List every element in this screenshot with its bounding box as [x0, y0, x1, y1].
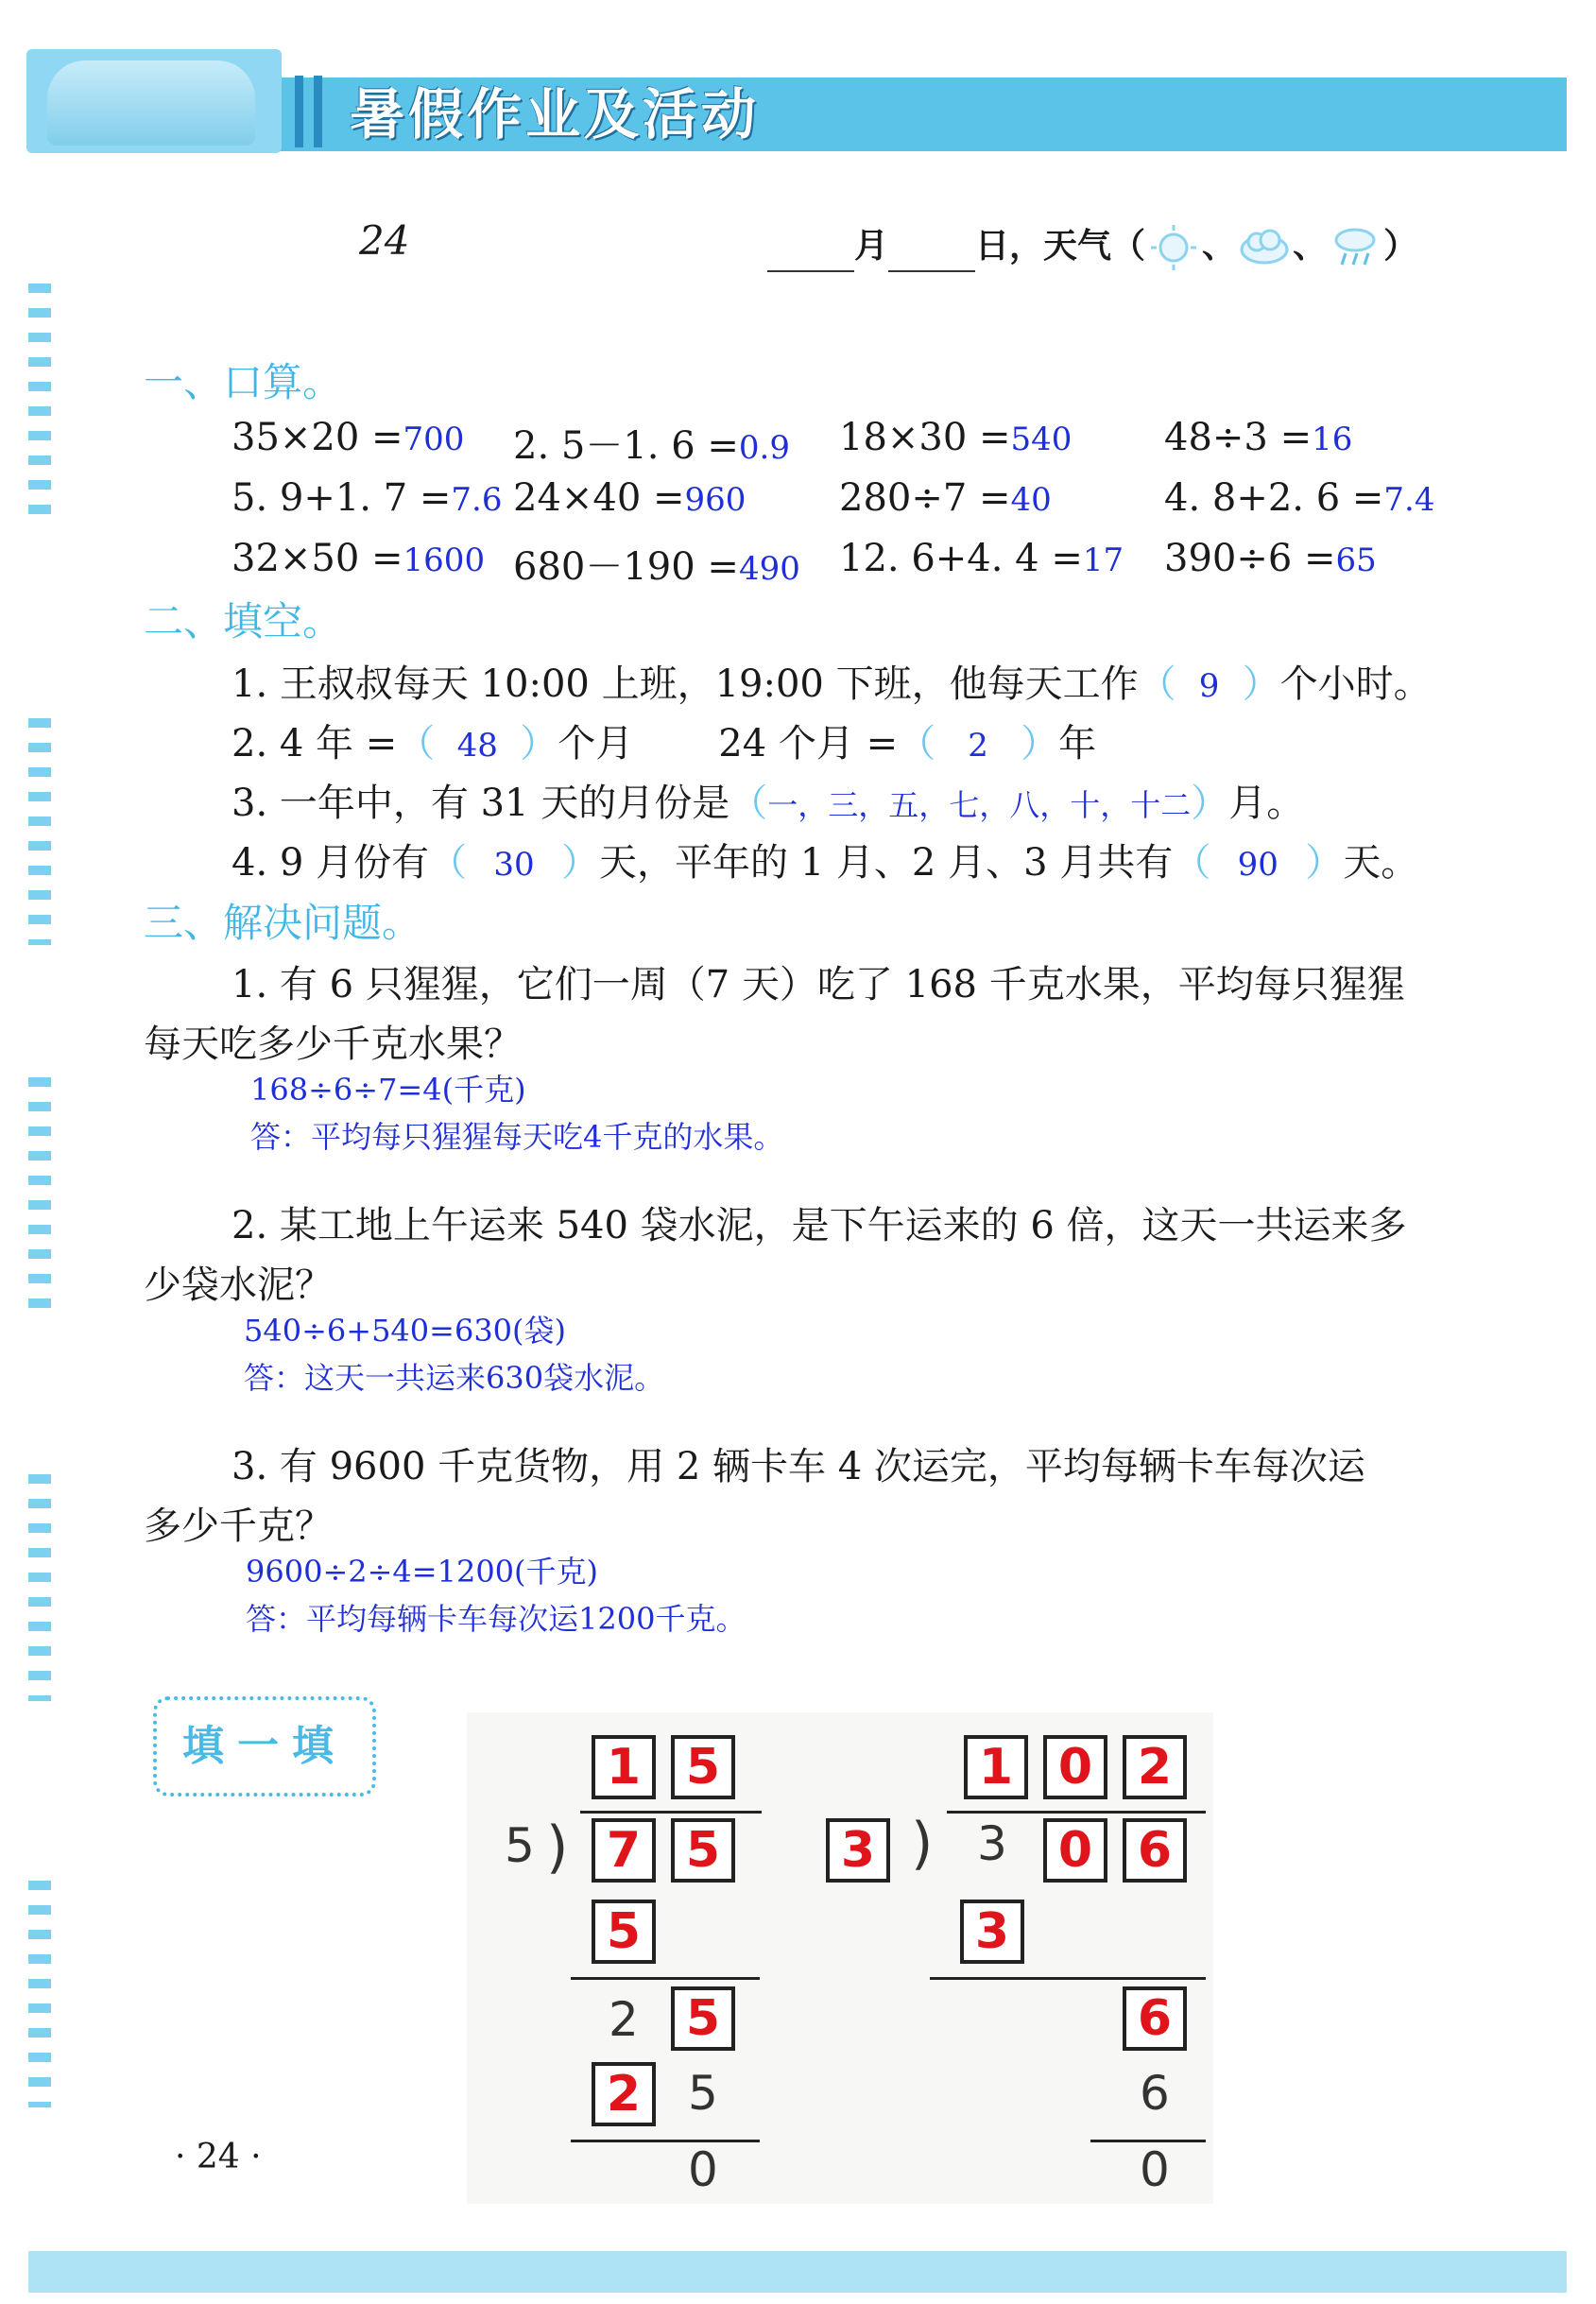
section-3-title: 三、解决问题。	[144, 900, 422, 946]
mental-math-item	[839, 476, 1052, 520]
answer: 65	[1335, 542, 1377, 579]
margin-stripe	[28, 284, 51, 520]
mental-math-item	[232, 537, 485, 580]
mental-math-item	[232, 416, 464, 459]
answer: 30	[493, 846, 535, 884]
fill-question-2: 2. 4 年 =（ 48 ）个月 24 个月 =（ 2 ）年	[232, 722, 1097, 765]
mental-math-item	[513, 416, 790, 470]
header-divider	[314, 76, 322, 147]
section-1-title: 一、口算。	[144, 359, 343, 405]
product-digit: 6	[1140, 2066, 1170, 2121]
answer: 7.6	[451, 481, 503, 519]
problem-1-work: 168÷6÷7=4(千克)	[250, 1072, 526, 1108]
divisor-digit: 5	[505, 1818, 535, 1873]
problem-3-answer: 答：平均每辆卡车每次运1200千克。	[246, 1601, 747, 1637]
product-digit-box[interactable]: 5	[592, 1900, 656, 1964]
division-bar	[580, 1811, 762, 1814]
problem-3-text: 3. 有 9600 千克货物，用 2 辆卡车 4 次运完，平均每辆卡车每次运	[232, 1445, 1365, 1488]
problem-1-text: 1. 有 6 只猩猩，它们一周（7 天）吃了 168 千克水果，平均每只猩猩	[232, 963, 1405, 1006]
question: 4. 8+2. 6 =	[1164, 476, 1384, 520]
dividend-digit-box[interactable]: 6	[1123, 1818, 1187, 1883]
remainder-digit: 2	[609, 1992, 639, 2047]
mental-math-item	[513, 537, 800, 591]
mental-math-item	[1164, 476, 1434, 520]
product-digit: 5	[688, 2066, 718, 2121]
mental-math-item	[839, 416, 1072, 459]
subtraction-line	[571, 2140, 760, 2142]
question: 2. 5－1. 6 =	[513, 424, 739, 468]
cloud-icon	[1236, 223, 1293, 272]
question: 48÷3 =	[1164, 416, 1313, 459]
dividend-digit-box[interactable]: 0	[1043, 1818, 1107, 1883]
dividend-digit: 3	[977, 1816, 1007, 1871]
answer: 0.9	[738, 429, 790, 467]
problem-2-work: 540÷6+540=630(袋)	[244, 1313, 567, 1349]
problem-3-work: 9600÷2÷4=1200(千克)	[246, 1554, 599, 1590]
question: 32×50 =	[232, 537, 403, 580]
final-remainder: 0	[688, 2142, 718, 2197]
question: 12. 6+4. 4 =	[839, 537, 1083, 580]
margin-stripe	[28, 1881, 51, 2107]
sun-icon	[1145, 223, 1202, 272]
dividend-digit-box[interactable]: 5	[671, 1818, 735, 1883]
problem-1-answer: 答：平均每只猩猩每天吃4千克的水果。	[250, 1119, 784, 1155]
problem-1-text-cont: 每天吃多少千克水果？	[144, 1023, 522, 1066]
problem-3-text-cont: 多少千克？	[144, 1504, 333, 1548]
fill-question-1: 1. 王叔叔每天 10:00 上班，19:00 下班，他每天工作（ 9 ）个小时。	[232, 662, 1432, 706]
dividend-digit-box[interactable]: 7	[592, 1818, 656, 1883]
division-bracket: )	[911, 1811, 934, 1877]
answer: 2	[968, 727, 988, 765]
quotient-digit-box[interactable]: 2	[1123, 1735, 1187, 1799]
month-blank	[767, 236, 854, 272]
question: 280÷7 =	[839, 476, 1011, 520]
problem-2-text: 2. 某工地上午运来 540 袋水泥，是下午运来的 6 倍，这天一共运来多	[232, 1204, 1407, 1247]
quotient-digit-box[interactable]: 1	[964, 1735, 1028, 1799]
answer: 48	[456, 727, 498, 765]
page-number: · 24 ·	[175, 2138, 262, 2176]
fill-in-badge: 填一填	[153, 1696, 376, 1797]
subtraction-line	[930, 1977, 1206, 1980]
quotient-digit-box[interactable]: 1	[592, 1735, 656, 1799]
mental-math-item	[513, 476, 746, 520]
fill-question-4: 4. 9 月份有（ 30 ）天，平年的 1 月、2 月、3 月共有（ 90 ）天。	[232, 841, 1419, 885]
answer: 9	[1198, 667, 1220, 705]
answer: 960	[684, 481, 747, 519]
answer: 700	[403, 421, 465, 458]
answer: 16	[1312, 421, 1353, 458]
long-division-photo	[467, 1712, 1213, 2204]
division-bracket: )	[546, 1814, 569, 1881]
problem-2-answer: 答：这天一共运来630袋水泥。	[244, 1360, 665, 1396]
header-title: 暑假作业及活动	[350, 82, 761, 146]
answer: 一，三，五，七，八，十，十二	[767, 787, 1192, 823]
margin-stripe	[28, 1474, 51, 1701]
question: 24×40 =	[513, 476, 685, 520]
answer: 7.4	[1383, 481, 1435, 519]
header-illustration	[26, 49, 282, 153]
answer: 40	[1010, 481, 1052, 519]
mental-math-item	[232, 476, 502, 520]
mental-math-item	[839, 537, 1124, 580]
question: 35×20 =	[232, 416, 403, 459]
subtraction-line	[571, 1977, 760, 1980]
product-digit-box[interactable]: 3	[960, 1900, 1024, 1964]
mental-math-item	[1164, 416, 1352, 459]
division-bar	[947, 1811, 1206, 1814]
margin-stripe	[28, 718, 51, 945]
answer: 1600	[403, 542, 486, 579]
remainder-digit-box[interactable]: 5	[671, 1986, 735, 2051]
question: 390÷6 =	[1164, 537, 1336, 580]
answer: 17	[1082, 542, 1124, 579]
day-blank	[888, 236, 975, 272]
section-2-title: 二、填空。	[144, 598, 343, 645]
quotient-digit-box[interactable]: 5	[671, 1735, 735, 1799]
final-remainder: 0	[1140, 2142, 1170, 2197]
question: 18×30 =	[839, 416, 1011, 459]
divisor-digit-box[interactable]: 3	[826, 1818, 890, 1883]
product-digit-box[interactable]: 2	[592, 2062, 656, 2126]
margin-stripe	[28, 1077, 51, 1314]
answer: 490	[738, 550, 800, 588]
day-number: 24	[359, 217, 410, 264]
date-weather-line: 月 日，天气（ 、 、 ）	[767, 219, 1417, 272]
rain-icon	[1327, 223, 1383, 272]
remainder-digit-box[interactable]: 6	[1123, 1986, 1187, 2051]
question: 5. 9+1. 7 =	[232, 476, 452, 520]
fill-question-3: 3. 一年中，有 31 天的月份是（一，三，五，七，八，十，十二）月。	[232, 782, 1305, 825]
header-divider	[295, 76, 303, 147]
problem-2-text-cont: 少袋水泥？	[144, 1264, 333, 1307]
footer-band	[28, 2251, 1567, 2293]
question: 680－190 =	[513, 545, 739, 589]
answer: 90	[1237, 846, 1279, 884]
quotient-digit-box[interactable]: 0	[1043, 1735, 1107, 1799]
mental-math-item	[1164, 537, 1377, 580]
answer: 540	[1010, 421, 1073, 458]
